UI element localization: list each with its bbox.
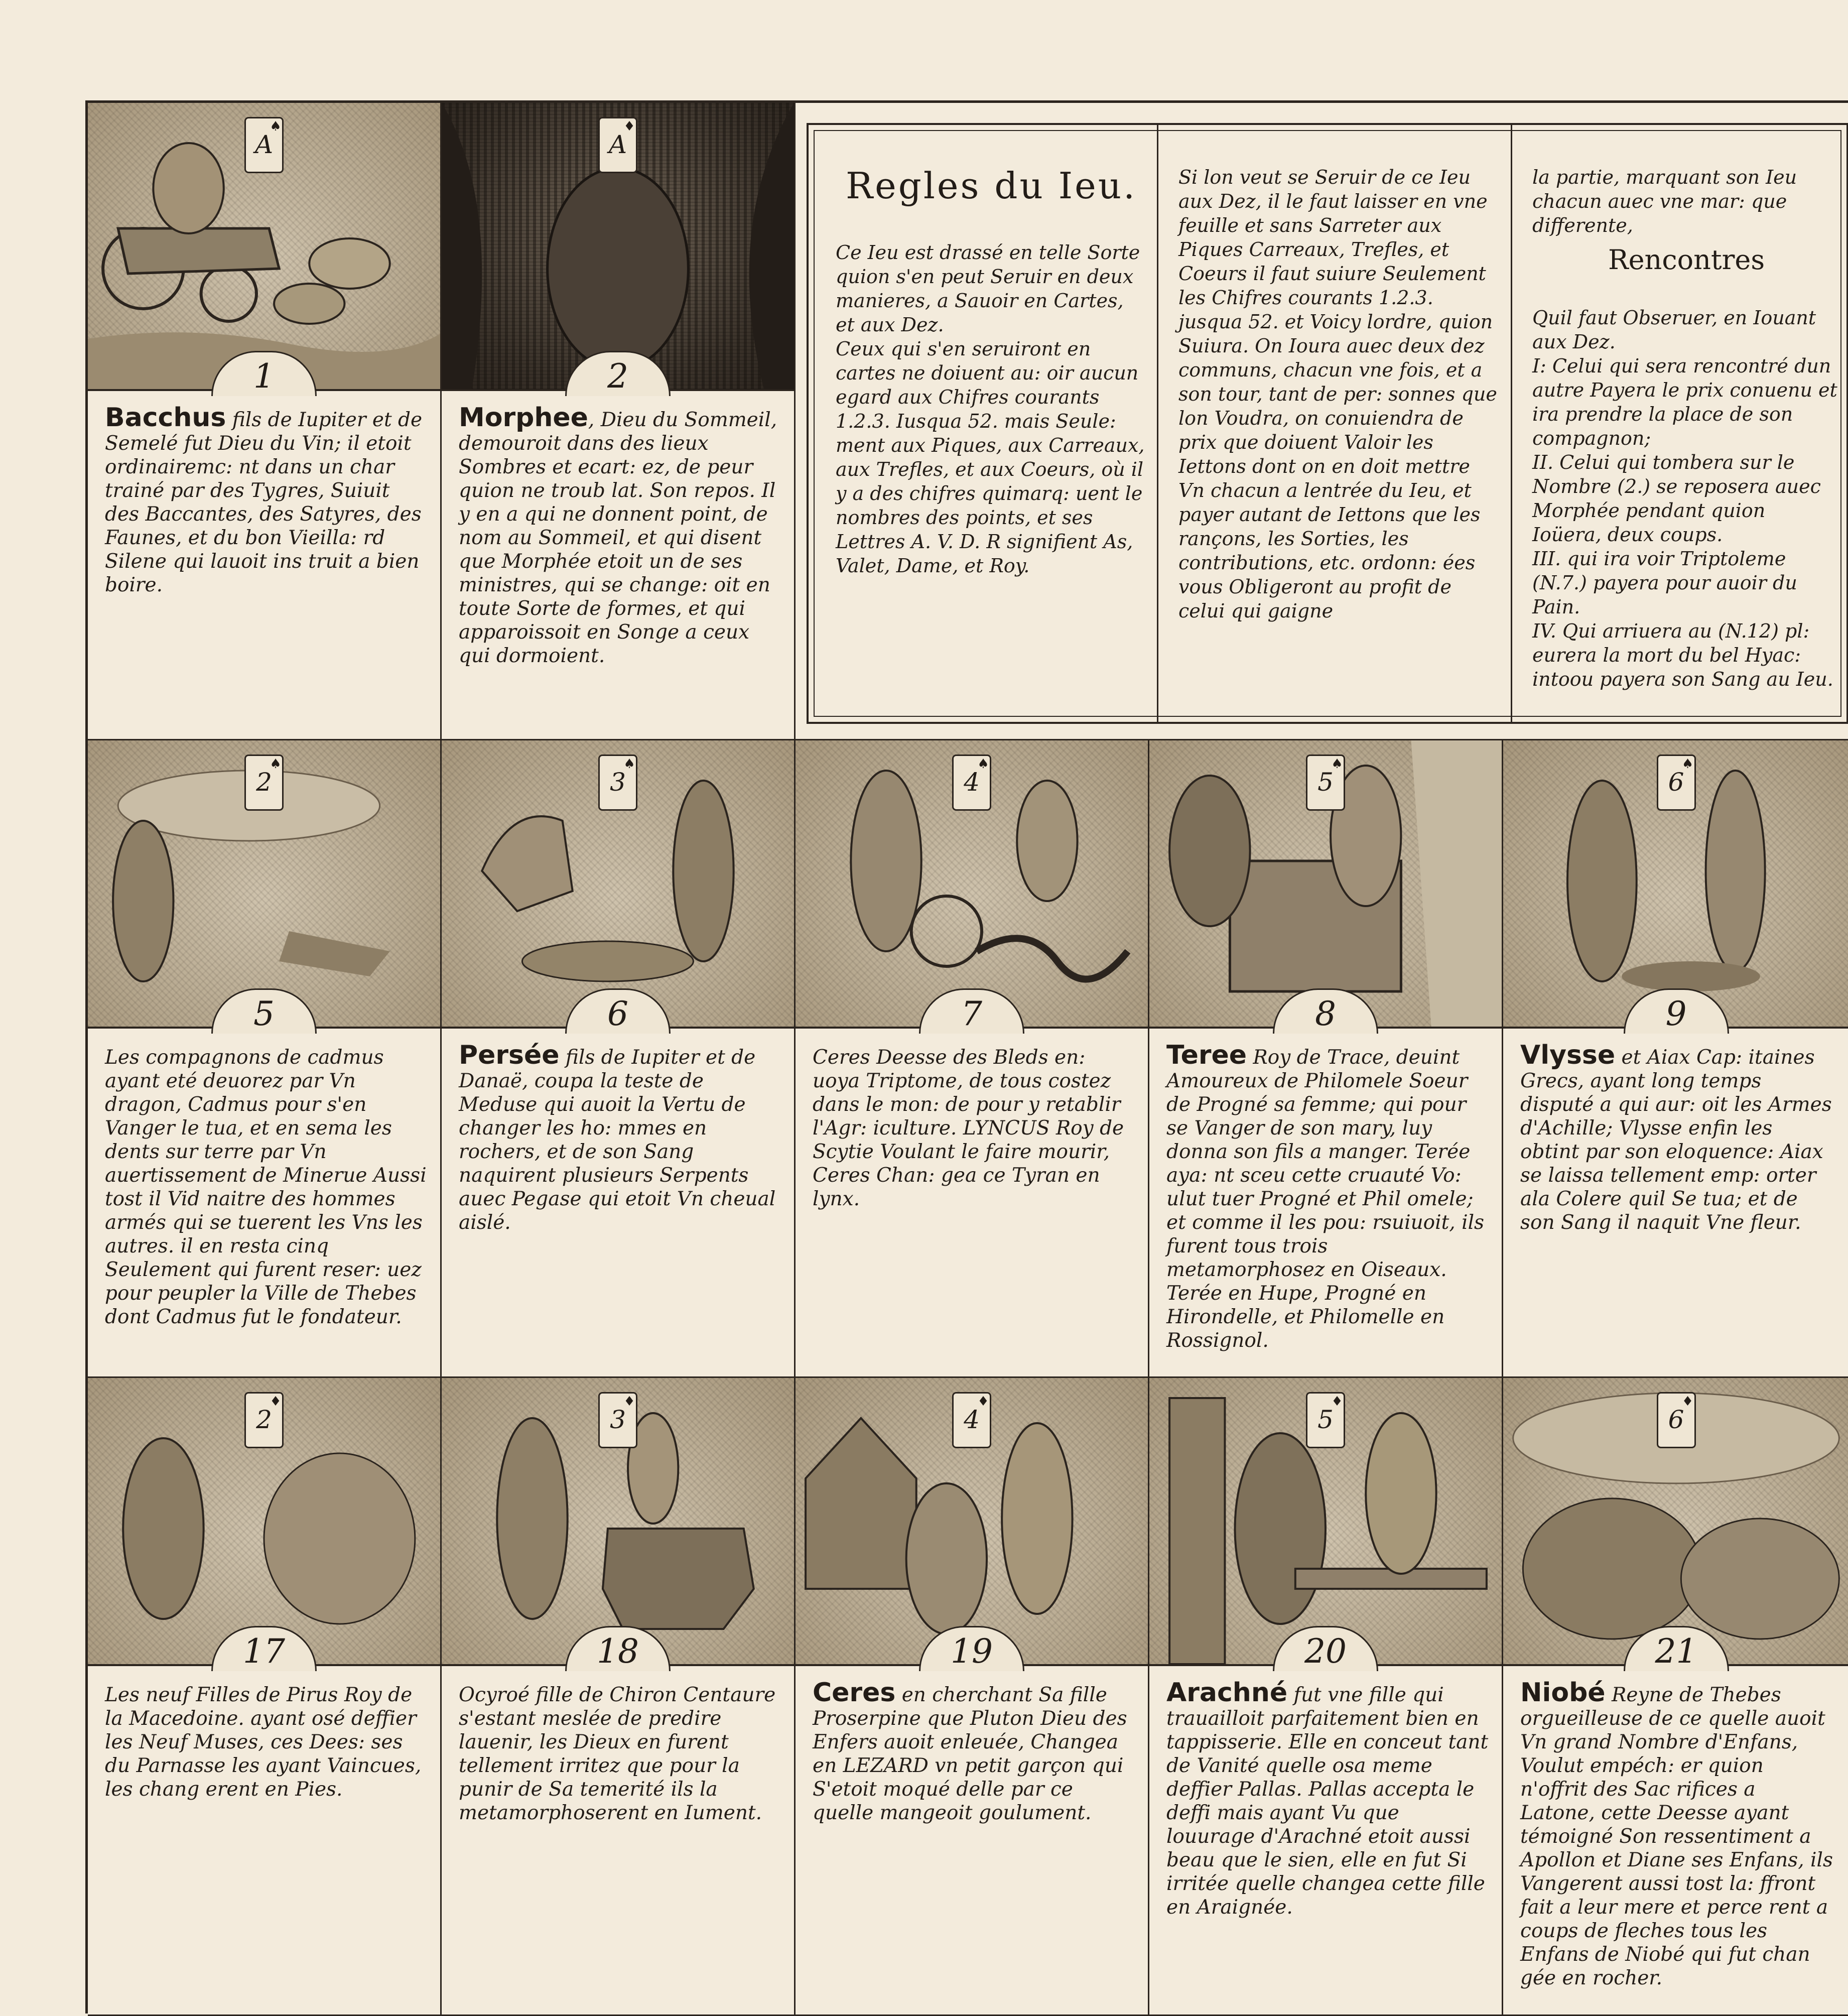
- square-text: Les compagnons de cadmus ayant eté deuorez par Vn dragon, Cadmus pour s'en Vanger le tua, et en sema les dents sur terre par Vn auertissement de Minerue Aussi tost il Vid naitre des hommes armés qui se tuerent les Vns les autres. il en resta cinq Seulement qui furent reser: uez pour peupler la Ville de Thebes dont Cadmus fut le fondateur.: [105, 1046, 427, 1328]
- cell-19: [796, 1378, 1149, 2016]
- square-text: fut vne fille qui trauailloit parfaitement bien en tappisserie. Elle en conceut tant de Vanité quelle osa meme deffier Pallas. Pallas accepta le deffi mais ayant Vu que louurage d'Arachné etoit aussi beau que le sien, elle en fut Si irritée quelle changea cette fille en Araignée.: [1166, 1684, 1489, 1919]
- engraving-cadmus: [88, 740, 440, 1033]
- diamond-icon: ♦: [623, 119, 635, 134]
- cell-7: [796, 740, 1149, 1378]
- square-number: 5: [211, 988, 317, 1034]
- rules-text-2: Si lon veut se Seruir de ce Ieu aux Dez, il le faut laisser en vne feuille et sans Sarreter aux Piques Carreaux, Trefles, et Coeurs il faut suiure Seulement les Chifres courants 1.2.3. jusqua 52. et Voicy lordre, quion Suiura. On Ioura auec deux dez communs, chacun vne fois, et a son tour, tant de per: sonnes que lon Voudra, on conuiendra de prix que doiuent Valoir les Iettons dont on en doit mettre Vn chacun a lentrée du Ieu, et payer autant de Iettons que les rançons, les Sorties, les contributions, etc. ordonn: ées vous Obligeront au profit de celui qui gaigne: [1178, 166, 1497, 622]
- rencontres-heading: Rencontres: [1608, 244, 1765, 276]
- square-title: Ceres: [813, 1678, 896, 1708]
- diamond-icon: ♦: [977, 1394, 989, 1409]
- square-title: Niobé: [1520, 1678, 1606, 1708]
- rules-panel: [796, 103, 1848, 740]
- square-description: [1149, 1040, 1502, 1376]
- card-badge: 5 ♦: [1306, 1392, 1345, 1448]
- square-description: [1503, 1677, 1848, 2014]
- cell-5: [88, 740, 442, 1378]
- card-badge: A ♠: [244, 117, 284, 173]
- engraving-arachne: [1149, 1378, 1502, 1671]
- cell-18: [442, 1378, 796, 2016]
- square-text: fils de Iupiter et de Semelé fut Dieu du Vin; il etoit ordinairemc: nt dans un char trainé par des Tygres, Suiuit des Baccantes, des Satyres, des Faunes, et du bon Vieilla: rd Silene qui lauoit ins truit a bien boire.: [105, 409, 423, 596]
- square-title: Bacchus: [105, 403, 226, 433]
- square-number: 17: [211, 1626, 317, 1671]
- square-number: 6: [565, 988, 671, 1034]
- square-description: [88, 1677, 440, 2014]
- engraving-ceres-lezard: [796, 1378, 1148, 1671]
- cell-17: [88, 1378, 442, 2016]
- square-number: 8: [1273, 988, 1378, 1034]
- cell-1: [88, 103, 442, 740]
- rules-column-1: [816, 123, 1157, 724]
- square-description: [1149, 1677, 1502, 2014]
- engraving-vlysse-aiax: [1503, 740, 1848, 1033]
- square-title: Arachné: [1166, 1678, 1288, 1708]
- square-title: Persée: [459, 1040, 560, 1070]
- square-number: 20: [1273, 1626, 1378, 1671]
- diamond-icon: ♦: [623, 1394, 635, 1409]
- square-text: , Dieu du Sommeil, demouroit dans des lieux Sombres et ecart: ez, de peur quion ne troub lat. Son repos. Il y en a qui ne donnent point, de nom au Sommeil, et qui disent que Morphée etoit un de ses ministres, qui se change: oit en toute Sorte de formes, et qui apparoissoit en Songe a ceux qui dormoient.: [459, 409, 777, 667]
- square-title: Vlysse: [1520, 1040, 1616, 1070]
- square-description: [88, 402, 440, 739]
- card-badge: 5 ♠: [1306, 754, 1345, 811]
- spade-icon: ♠: [270, 757, 282, 772]
- rules-title: Regles du Ieu.: [845, 165, 1137, 207]
- square-description: [442, 402, 794, 739]
- engraving-persee: [442, 740, 794, 1033]
- square-text: Ceres Deesse des Bleds en: uoya Triptome, de tous costez dans le mon: de pour y retablir l'Agr: iculture. LYNCUS Roy de Scytie Voulant le faire mourir, Ceres Chan: gea ce Tyran en lynx.: [813, 1046, 1124, 1210]
- cell-8: [1149, 740, 1503, 1378]
- engraving-bacchus: [88, 103, 440, 396]
- square-text: Roy de Trace, deuint Amoureux de Philomele Soeur de Progné sa femme; qui pour se Vanger de son mary, luy donna son fils a manger. Terée aya: nt sceu cette cruauté Vo: ulut tuer Progné et Phil omele; et comme il les pou: rsuiuoit, ils furent tous trois metamorphosez en Oiseaux. Terée en Hupe, Progné en Hirondelle, et Philomelle en Rossignol.: [1166, 1046, 1485, 1352]
- square-number: 19: [919, 1626, 1024, 1671]
- square-number: 1: [211, 351, 317, 396]
- rules-column-2: [1157, 123, 1511, 724]
- engraving-teree: [1149, 740, 1502, 1033]
- rules-text-3b: Quil faut Obseruer, en Iouant aux Dez. I: Celui qui sera rencontré dun autre Payera le prix conuenu et ira prendre la place de son compagnon; II. Celui qui tombera sur le Nombre (2.) se reposera auec Morphée pendant quion Ioüera, deux coups. III. qui ira voir Triptoleme (N.7.) payera pour auoir du Pain. IV. Qui arriuera au (N.12) pl: eurera la mort du bel Hyac: intoou payera son Sang au Ieu.: [1532, 307, 1837, 690]
- square-description: [796, 1040, 1148, 1376]
- diamond-icon: ♦: [270, 1394, 282, 1409]
- square-text: Ocyroé fille de Chiron Centaure s'estant meslée de predire lauenir, les Dieux en furent tellement irritez que pour la punir de Sa temerité ils la metamorphoserent en Iument.: [459, 1684, 776, 1824]
- engraving-ceres-triptome: [796, 740, 1148, 1033]
- square-number: 9: [1624, 988, 1729, 1034]
- square-description: [796, 1677, 1148, 2014]
- square-text: et Aiax Cap: itaines Grecs, ayant long temps disputé a qui aur: oit les Armes d'Achille; Vlysse enfin les obtint par son eloquence: Aiax se laissa tellement emp: orter ala Colere quil Se tua; et de son Sang il naquit Vne fleur.: [1520, 1046, 1832, 1234]
- game-board: [85, 100, 1848, 2013]
- cell-6: [442, 740, 796, 1378]
- spade-icon: ♠: [977, 757, 989, 772]
- engraving-ocyroe: [442, 1378, 794, 1671]
- cell-2: [442, 103, 796, 740]
- square-title: Teree: [1166, 1040, 1247, 1070]
- cell-9: [1503, 740, 1848, 1378]
- square-description: [1503, 1040, 1848, 1376]
- cell-20: [1149, 1378, 1503, 2016]
- square-text: en cherchant Sa fille Proserpine que Pluton Dieu des Enfers auoit enleuée, Changea en LEZARD vn petit garçon qui S'etoit moqué delle par ce quelle mangeoit goulument.: [813, 1684, 1127, 1824]
- square-description: [442, 1040, 794, 1376]
- spade-icon: ♠: [270, 119, 282, 134]
- spade-icon: ♠: [1681, 757, 1694, 772]
- square-number: 18: [565, 1626, 671, 1671]
- square-description: [442, 1677, 794, 2014]
- square-number: 21: [1624, 1626, 1729, 1671]
- square-title: Morphee: [459, 403, 588, 433]
- spade-icon: ♠: [1331, 757, 1343, 772]
- square-number: 7: [919, 988, 1024, 1034]
- engraving-pierides: [88, 1378, 440, 1671]
- card-badge: 4 ♦: [952, 1392, 991, 1448]
- square-text: fils de Iupiter et de Danaë, coupa la teste de Meduse qui auoit la Vertu de changer les ho: mmes en rochers, et de son Sang naquirent plusieurs Serpents auec Pegase qui etoit Vn cheual aislé.: [459, 1046, 776, 1234]
- square-number: 2: [565, 351, 671, 396]
- diamond-icon: ♦: [1681, 1394, 1694, 1409]
- card-badge: 2 ♦: [244, 1392, 284, 1448]
- card-badge: A ♦: [598, 117, 637, 173]
- card-badge: 3 ♦: [598, 1392, 637, 1448]
- rules-text-1: Ce Ieu est drassé en telle Sorte quion s'en peut Seruir en deux manieres, a Sauoir en Cartes, et aux Dez. Ceux qui s'en seruiront en cartes ne doiuent au: oir aucun egard aux Chifres courants 1.2.3. Iusqua 52. mais Seule: ment aux Piques, aux Carreaux, aux Trefles, et aux Coeurs, où il y a des chifres quimarq: uent le nombres des points, et ses Lettres A. V. D. R signifient As, Valet, Dame, et Roy.: [836, 241, 1145, 577]
- square-text: Reyne de Thebes orgueilleuse de ce quelle auoit Vn grand Nombre d'Enfans, Voulut empéch: er quion n'offrit des Sac rifices a Latone, cette Deesse ayant témoigné Son ressentiment a Apollon et Diane ses Enfans, ils Vangerent aussi tost la: ffront fait a leur mere et perce rent a coups de fleches tous les Enfans de Niobé qui fut chan gée en rocher.: [1520, 1684, 1833, 1989]
- card-badge: 6 ♠: [1657, 754, 1696, 811]
- diamond-icon: ♦: [1331, 1394, 1343, 1409]
- card-badge: 2 ♠: [244, 754, 284, 811]
- card-badge: 3 ♠: [598, 754, 637, 811]
- square-text: Les neuf Filles de Pirus Roy de la Macedoine. ayant osé deffier les Neuf Muses, ces Dees: ses du Parnasse les ayant Vaincues, les chang erent en Pies.: [105, 1684, 422, 1801]
- spade-icon: ♠: [623, 757, 635, 772]
- engraving-morphee: [442, 103, 794, 396]
- rules-column-3: [1511, 123, 1848, 724]
- card-badge: 6 ♦: [1657, 1392, 1696, 1448]
- cell-21: [1503, 1378, 1848, 2016]
- engraving-niobe: [1503, 1378, 1848, 1671]
- rules-text-3a: la partie, marquant son Ieu chacun auec vne mar: que differente,: [1532, 166, 1797, 236]
- square-description: [88, 1040, 440, 1376]
- card-badge: 4 ♠: [952, 754, 991, 811]
